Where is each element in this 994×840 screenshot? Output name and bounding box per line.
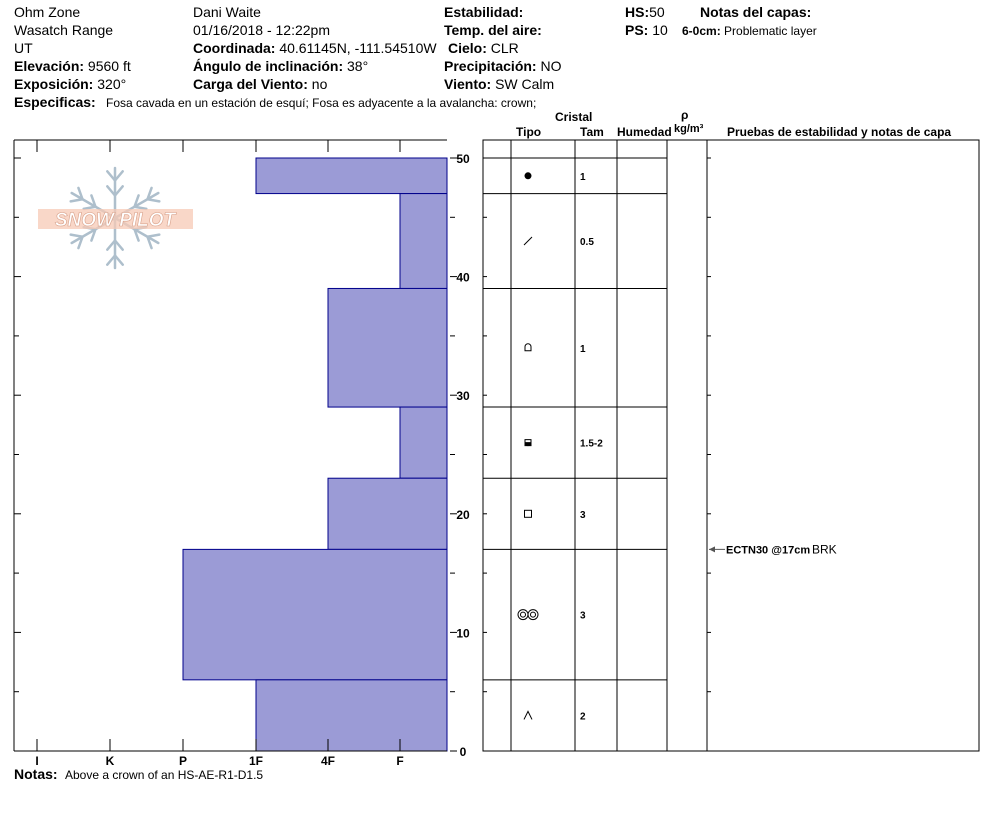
height-label-0: 0 <box>459 745 467 759</box>
density-symbol: ρ <box>681 108 689 122</box>
grain-icon-4 <box>525 440 531 446</box>
height-label-50: 50 <box>456 152 470 166</box>
svg-text:SNOW PILOT: SNOW PILOT <box>54 210 176 231</box>
grain-icon-6 <box>518 610 538 620</box>
hardness-label-K: K <box>105 754 115 768</box>
hardness-label-I: I <box>35 754 39 768</box>
hardness-label-4F: 4F <box>320 754 336 768</box>
grain-size-6: 3 <box>580 610 586 622</box>
grain-icon-1 <box>525 173 531 179</box>
hardness-bar-5 <box>328 478 447 549</box>
hardness-bar-1 <box>256 158 447 194</box>
grain-size-1: 1 <box>580 171 586 183</box>
hardness-label-1F: 1F <box>248 754 264 768</box>
tests-header: Pruebas de estabilidad y notas de capa <box>727 125 952 139</box>
hardness-bar-2 <box>400 194 447 289</box>
pit-depth: PS: 10 <box>625 22 668 38</box>
observer: Dani Waite <box>193 4 261 20</box>
grain-icon-2 <box>524 237 532 245</box>
hardness-bar-7 <box>256 680 447 751</box>
coordinates: Coordinada: 40.61145N, -111.54510W <box>193 40 437 56</box>
profile-table <box>483 140 979 751</box>
elevation: Elevación: 9560 ft <box>14 58 131 74</box>
precipitation: Precipitación: NO <box>444 58 562 74</box>
aspect: Exposición: 320° <box>14 76 127 92</box>
grain-size-4: 1.5-2 <box>580 438 603 450</box>
height-label-40: 40 <box>456 270 470 285</box>
state-name: UT <box>14 40 33 56</box>
specifics-label: Especificas: <box>14 94 96 110</box>
height-label-30: 30 <box>456 389 470 404</box>
grain-size-3: 1 <box>580 343 586 355</box>
layer-notes-label: Notas del capas: <box>700 4 812 20</box>
wind: Viento: SW Calm <box>444 76 555 92</box>
density-unit: kg/m³ <box>674 123 704 135</box>
air-temp: Temp. del aire: <box>444 22 542 38</box>
grain-icon-5 <box>525 510 532 517</box>
grain-size-7: 2 <box>580 711 586 723</box>
moisture-header: Humedad <box>617 125 672 139</box>
test-result-1: BRK <box>812 542 837 557</box>
stability: Estabilidad: <box>444 4 524 20</box>
height-label-10: 10 <box>456 626 470 641</box>
hardness-bar-4 <box>400 407 447 478</box>
datetime: 01/16/2018 - 12:22pm <box>193 22 330 38</box>
sky: Cielo: CLR <box>448 40 519 56</box>
hardness-bar-6 <box>183 549 447 679</box>
grain-icon-7 <box>524 711 532 719</box>
grain-icon-3 <box>525 344 531 351</box>
layer-note: 6-0cm: Problematic layer <box>682 24 817 38</box>
notes-label: Notas: <box>14 766 58 782</box>
wind-loading: Carga del Viento: no <box>193 76 328 92</box>
range-name: Wasatch Range <box>14 22 114 38</box>
hardness-label-F: F <box>396 754 404 768</box>
grain-size-5: 3 <box>580 509 586 521</box>
slope-angle: Ángulo de inclinación: 38° <box>193 58 369 74</box>
specifics-text: Fosa cavada en un estación de esquí; Fosa es adyacente a la avalancha: crown; <box>106 96 537 110</box>
snow-height: HS:50 <box>625 4 665 20</box>
snowpilot-logo <box>38 168 193 268</box>
test-label-1: ECTN30 @17cm <box>726 544 811 557</box>
size-header: Tam <box>580 125 604 139</box>
hardness-label-P: P <box>178 754 188 768</box>
hardness-bar-3 <box>328 288 447 407</box>
location-name: Ohm Zone <box>14 4 81 20</box>
crystal-header: Cristal <box>555 110 593 124</box>
type-header: Tipo <box>516 125 542 139</box>
grain-size-2: 0.5 <box>580 237 594 249</box>
notes-text: Above a crown of an HS-AE-R1-D1.5 <box>65 768 264 782</box>
height-label-20: 20 <box>456 507 470 522</box>
